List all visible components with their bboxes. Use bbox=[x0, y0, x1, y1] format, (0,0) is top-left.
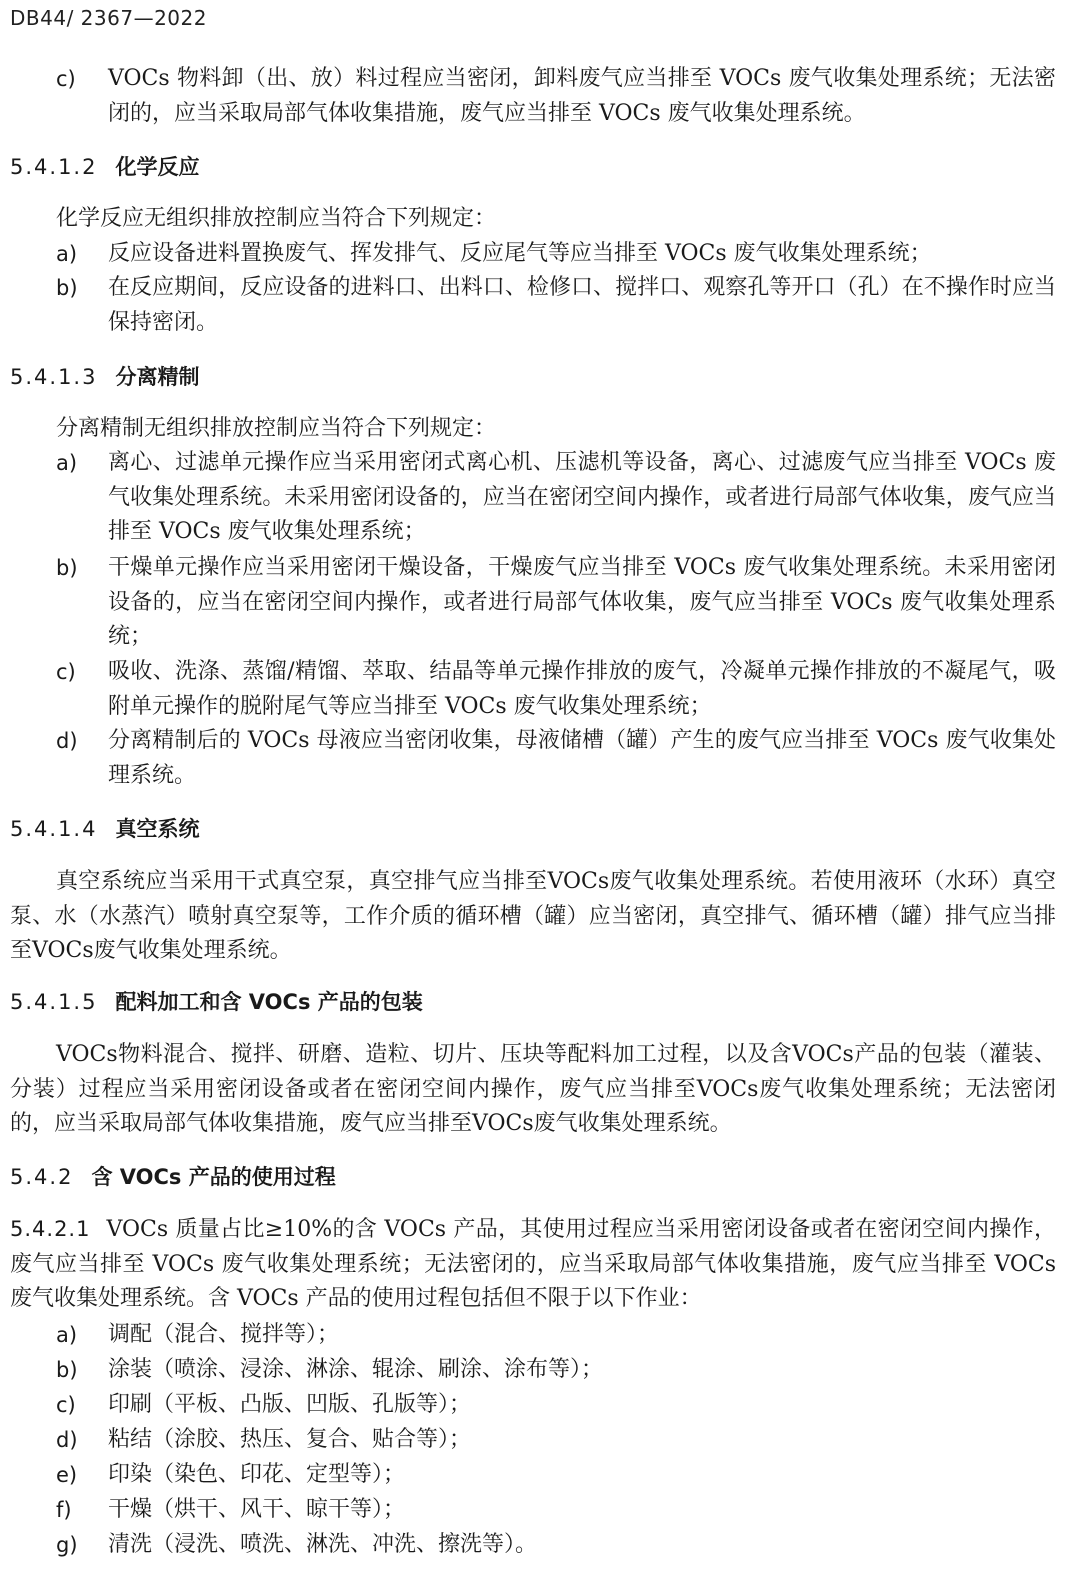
list-item bbox=[56, 1528, 1056, 1563]
list-marker: c) bbox=[56, 660, 76, 684]
list-text: 涂装（喷涂、浸涂、淋涂、辊涂、刷涂、涂布等）； bbox=[108, 1357, 604, 1382]
section-number: 5.4.2 bbox=[10, 1165, 74, 1189]
list-item bbox=[56, 62, 1056, 131]
section-number: 5.4.1.3 bbox=[10, 365, 98, 389]
list-item bbox=[56, 724, 1056, 793]
section-heading bbox=[10, 985, 423, 1019]
list-item bbox=[56, 1318, 1056, 1353]
list-text: 印刷（平板、凸版、凹版、孔版等）； bbox=[108, 1392, 472, 1417]
section-paragraph: 真空系统应当采用干式真空泵，真空排气应当排至VOCs废气收集处理系统。若使用液环（水环）真空泵、水（水蒸汽）喷射真空泵等，工作介质的循环槽（罐）应当密闭，真空排气、循环槽（罐）排气应当排至VOCs废气收集处理系统。 bbox=[10, 869, 1056, 963]
list-marker: b) bbox=[56, 556, 78, 580]
list-text: 干燥（烘干、风干、晾干等）； bbox=[108, 1497, 406, 1522]
section-number: 5.4.1.4 bbox=[10, 817, 98, 841]
list-text: 清洗（浸洗、喷洗、淋洗、冲洗、擦洗等）。 bbox=[108, 1532, 538, 1557]
section-number: 5.4.1.5 bbox=[10, 990, 98, 1014]
list-text: 干燥单元操作应当采用密闭干燥设备，干燥废气应当排至 VOCs 废气收集处理系统。未采用密闭设备的，应当在密闭空间内操作，或者进行局部气体收集，废气应当排至 VOCs 废气收集处理系统； bbox=[108, 555, 1056, 649]
list-marker: f) bbox=[56, 1498, 72, 1522]
section-heading bbox=[10, 150, 199, 184]
list-marker: e) bbox=[56, 1463, 78, 1487]
list-text: 粘结（涂胶、热压、复合、贴合等）； bbox=[108, 1427, 472, 1452]
section-heading bbox=[10, 812, 199, 846]
list-item bbox=[56, 271, 1056, 340]
list-marker: a) bbox=[56, 451, 78, 475]
list-item bbox=[56, 655, 1056, 724]
list-text: 印染（染色、印花、定型等）； bbox=[108, 1462, 406, 1487]
list-marker: b) bbox=[56, 276, 78, 300]
list-marker: b) bbox=[56, 1358, 78, 1382]
document-code: DB44/ 2367—2022 bbox=[10, 6, 207, 30]
list-item bbox=[56, 237, 1056, 272]
list-item bbox=[56, 1388, 1056, 1423]
section-intro: 化学反应无组织排放控制应当符合下列规定： bbox=[56, 206, 497, 231]
section-title: 真空系统 bbox=[115, 817, 200, 841]
section-title: 配料加工和含 VOCs 产品的包装 bbox=[115, 990, 423, 1014]
section-title: 化学反应 bbox=[115, 155, 200, 179]
list-marker: a) bbox=[56, 1323, 78, 1347]
list-text: 在反应期间，反应设备的进料口、出料口、检修口、搅拌口、观察孔等开口（孔）在不操作时应当保持密闭。 bbox=[108, 275, 1056, 335]
list-item bbox=[56, 1353, 1056, 1388]
list-marker: d) bbox=[56, 729, 78, 753]
list-text: 调配（混合、搅拌等）； bbox=[108, 1322, 340, 1347]
list-text: 分离精制后的 VOCs 母液应当密闭收集，母液储槽（罐）产生的废气应当排至 VOCs 废气收集处理系统。 bbox=[108, 728, 1056, 788]
clause-number: 5.4.2.1 bbox=[10, 1217, 91, 1241]
section-title: 含 VOCs 产品的使用过程 bbox=[91, 1165, 336, 1189]
section-heading bbox=[10, 360, 199, 394]
section-paragraph: VOCs物料混合、搅拌、研磨、造粒、切片、压块等配料加工过程，以及含VOCs产品的包装（灌装、分装）过程应当采用密闭设备或者在密闭空间内操作，废气应当排至VOCs废气收集处理系统；无法密闭的，应当采取局部气体收集措施，废气应当排至VOCs废气收集处理系统。 bbox=[10, 1042, 1056, 1136]
clause-text: VOCs 质量占比≥10%的含 VOCs 产品，其使用过程应当采用密闭设备或者在密闭空间内操作，废气应当排至 VOCs 废气收集处理系统；无法密闭的，应当采取局部气体收集措施，废气应当排至 VOCs 废气收集处理系统。含 VOCs 产品的使用过程包括但不限于以下作业： bbox=[10, 1217, 1056, 1311]
list-marker: g) bbox=[56, 1533, 78, 1557]
list-item bbox=[56, 446, 1056, 550]
list-text: 吸收、洗涤、蒸馏/精馏、萃取、结晶等单元操作排放的废气，冷凝单元操作排放的不凝尾气，吸附单元操作的脱附尾气等应当排至 VOCs 废气收集处理系统； bbox=[108, 659, 1056, 719]
list-text: 离心、过滤单元操作应当采用密闭式离心机、压滤机等设备，离心、过滤废气应当排至 VOCs 废气收集处理系统。未采用密闭设备的，应当在密闭空间内操作，或者进行局部气体收集，废气应当排至 VOCs 废气收集处理系统； bbox=[108, 450, 1056, 544]
list-marker: a) bbox=[56, 242, 78, 266]
list-item bbox=[56, 1458, 1056, 1493]
list-text: VOCs 物料卸（出、放）料过程应当密闭，卸料废气应当排至 VOCs 废气收集处理系统；无法密闭的，应当采取局部气体收集措施，废气应当排至 VOCs 废气收集处理系统。 bbox=[108, 66, 1056, 126]
section-title: 分离精制 bbox=[115, 365, 200, 389]
list-marker: c) bbox=[56, 1393, 76, 1417]
list-text: 反应设备进料置换废气、挥发排气、反应尾气等应当排至 VOCs 废气收集处理系统； bbox=[108, 241, 932, 266]
list-item bbox=[56, 551, 1056, 655]
list-item bbox=[56, 1423, 1056, 1458]
section-heading bbox=[10, 1160, 336, 1194]
clause-paragraph bbox=[10, 1212, 1056, 1317]
list-marker: d) bbox=[56, 1428, 78, 1452]
list-marker: c) bbox=[56, 67, 76, 91]
list-item bbox=[56, 1493, 1056, 1528]
section-intro: 分离精制无组织排放控制应当符合下列规定： bbox=[56, 416, 497, 441]
section-number: 5.4.1.2 bbox=[10, 155, 98, 179]
